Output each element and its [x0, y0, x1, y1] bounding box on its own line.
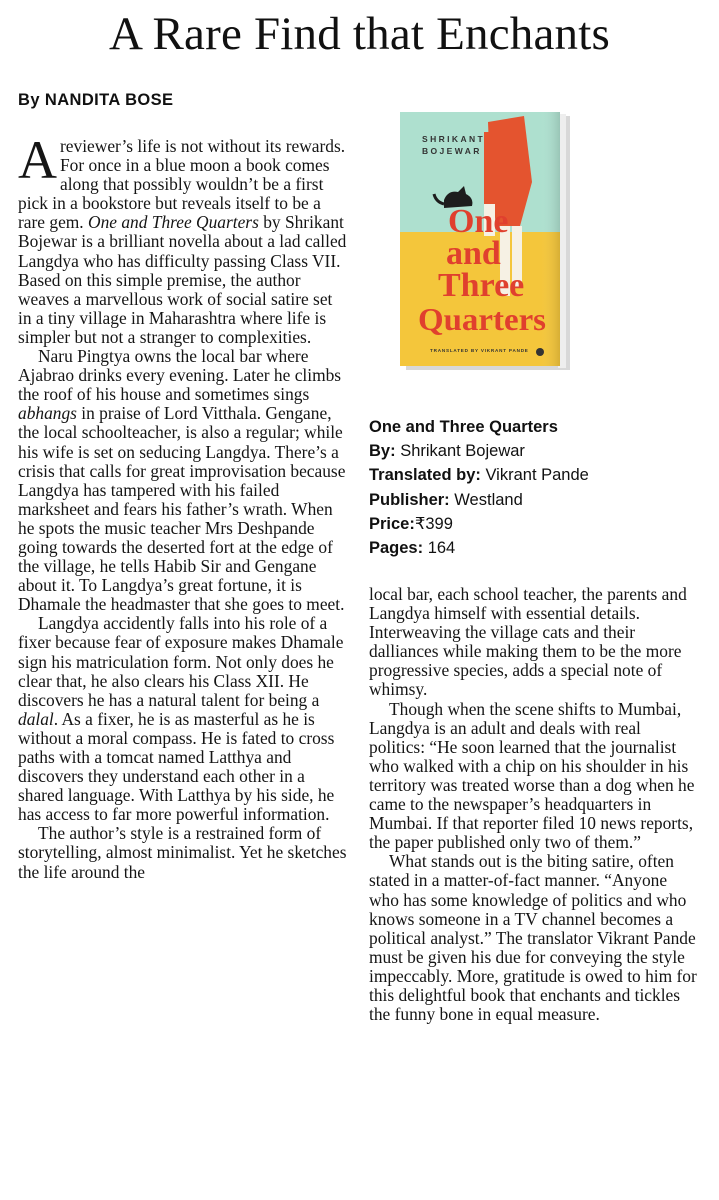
- italic-text: dalal: [18, 708, 54, 729]
- article-paragraph: [369, 852, 701, 1024]
- price-label: Price:: [369, 514, 415, 533]
- paragraph-text: in praise of Lord Vitthala. Gengane, the local schoolteacher, is also a regular; while his wife is set on seducing Langdya. There’s a crisis that calls for great improvisation because Langdya has tampered with his failed marksheet and fears his father’s wrath. When he spots the music teacher Mrs Deshpande going towards the deserted fort at the edge of the village, he tells Habib Sir and Gengane about it. To Langdya’s great fortune, it is Dhamale the headmaster that she goes to meet.: [18, 403, 346, 615]
- article-paragraph: [18, 614, 350, 824]
- paragraph-text: Langdya accidently falls into his role of a fixer because fear of exposure makes Dhamale sign his matriculation form. Not only does he clear that, he also clears his Class XII. He discovers he has a natural talent for being a: [18, 613, 344, 710]
- publisher-value: Westland: [454, 490, 523, 509]
- paragraph-text: reviewer’s life is not without its rewards. For once in a blue moon a book comes along that possibly wouldn’t be a first pick in a bookstore but reveals itself to be a rare gem.: [18, 136, 346, 233]
- article-paragraph: [18, 824, 350, 881]
- cover-title-line2: and: [446, 235, 501, 272]
- italic-text: One and Three Quarters: [88, 212, 259, 233]
- pages-label: Pages:: [369, 539, 424, 558]
- cover-title-line4: Quarters: [418, 301, 546, 337]
- publisher-logo-icon: [536, 348, 544, 356]
- article-headline: A Rare Find that Enchants: [108, 8, 611, 60]
- paragraph-text: Naru Pingtya owns the local bar where Ajabrao drinks every evening. Later he climbs the roof of his house and sometimes sings: [18, 346, 342, 405]
- byline: By NANDITA BOSE: [18, 91, 174, 109]
- translator-value: Vikrant Pande: [485, 466, 589, 485]
- cover-translator-line: TRANSLATED BY VIKRANT PANDE: [430, 348, 529, 353]
- article-column-left: [18, 130, 350, 882]
- publisher-label: Publisher:: [369, 490, 450, 509]
- book-info-box: [369, 415, 699, 560]
- book-info-price: [369, 512, 699, 536]
- figure-sleeve: [484, 132, 496, 204]
- drop-cap: A: [18, 130, 57, 190]
- translator-label: Translated by:: [369, 466, 481, 485]
- article-paragraph: [369, 585, 701, 700]
- paragraph-text: local bar, each school teacher, the parents and Langdya himself with essential details. Interweaving the village cats and their dalliances while making them to be the more progressive species, adds a special note of whimsy.: [369, 584, 687, 700]
- paragraph-text: Though when the scene shifts to Mumbai, Langdya is an adult and deals with real politics: “He soon learned that the journalist who walked with a chip on his shoulder in his territory was treated worse than a dog when he came to the newspaper’s headquarters in Mumbai. If that reporter filed 10 news reports, the paper published only two of them.”: [369, 698, 695, 853]
- cover-title-line1: One: [448, 203, 509, 240]
- pages-value: 164: [427, 539, 456, 558]
- italic-text: abhangs: [18, 403, 77, 424]
- book-info-title: One and Three Quarters: [369, 418, 558, 436]
- article-column-right: [369, 585, 701, 1024]
- book-info-author: [369, 439, 699, 463]
- price-value: ₹399: [414, 514, 453, 533]
- cover-title-line3: Three: [438, 267, 525, 304]
- article-paragraph: [18, 130, 350, 347]
- paragraph-text: What stands out is the biting satire, often stated in a matter-of-fact manner. “Anyone who has some knowledge of politics and who knows someone in a TV channel becomes a political analyst.” The translator Vikrant Pande must be given his due for conveying the style impeccably. More, gratitude is owed to him for this delightful book that enchants and tickles the funny bone in equal measure.: [369, 851, 697, 1025]
- author-value: Shrikant Bojewar: [400, 442, 525, 461]
- book-info-translator: [369, 463, 699, 487]
- paragraph-text: The author’s style is a restrained form of storytelling, almost minimalist. Yet he sketches the life around the: [18, 823, 347, 882]
- article-paragraph: [369, 700, 701, 853]
- book-info-publisher: [369, 488, 699, 512]
- book-info-pages: [369, 536, 699, 560]
- article-paragraph: [18, 347, 350, 614]
- paragraph-text: by Shrikant Bojewar is a brilliant novella about a lad called Langdya who has difficulty passing Class VII. Based on this simple premise, the author weaves a marvellous work of social satire set in a tiny village in Maharashtra where life is simpler but not a stranger to complexities.: [18, 212, 347, 347]
- author-label: By:: [369, 442, 396, 461]
- cover-author-line2: BOJEWAR: [422, 146, 482, 156]
- paragraph-text: . As a fixer, he is as masterful as he is without a moral compass. He is fated to cross paths with a tomcat named Latthya and discovers they understand each other in a shared language. With Latthya by his side, he has access to far more powerful information.: [18, 708, 335, 825]
- book-cover-image: [400, 112, 570, 370]
- cover-author-line1: SHRIKANT: [422, 134, 486, 144]
